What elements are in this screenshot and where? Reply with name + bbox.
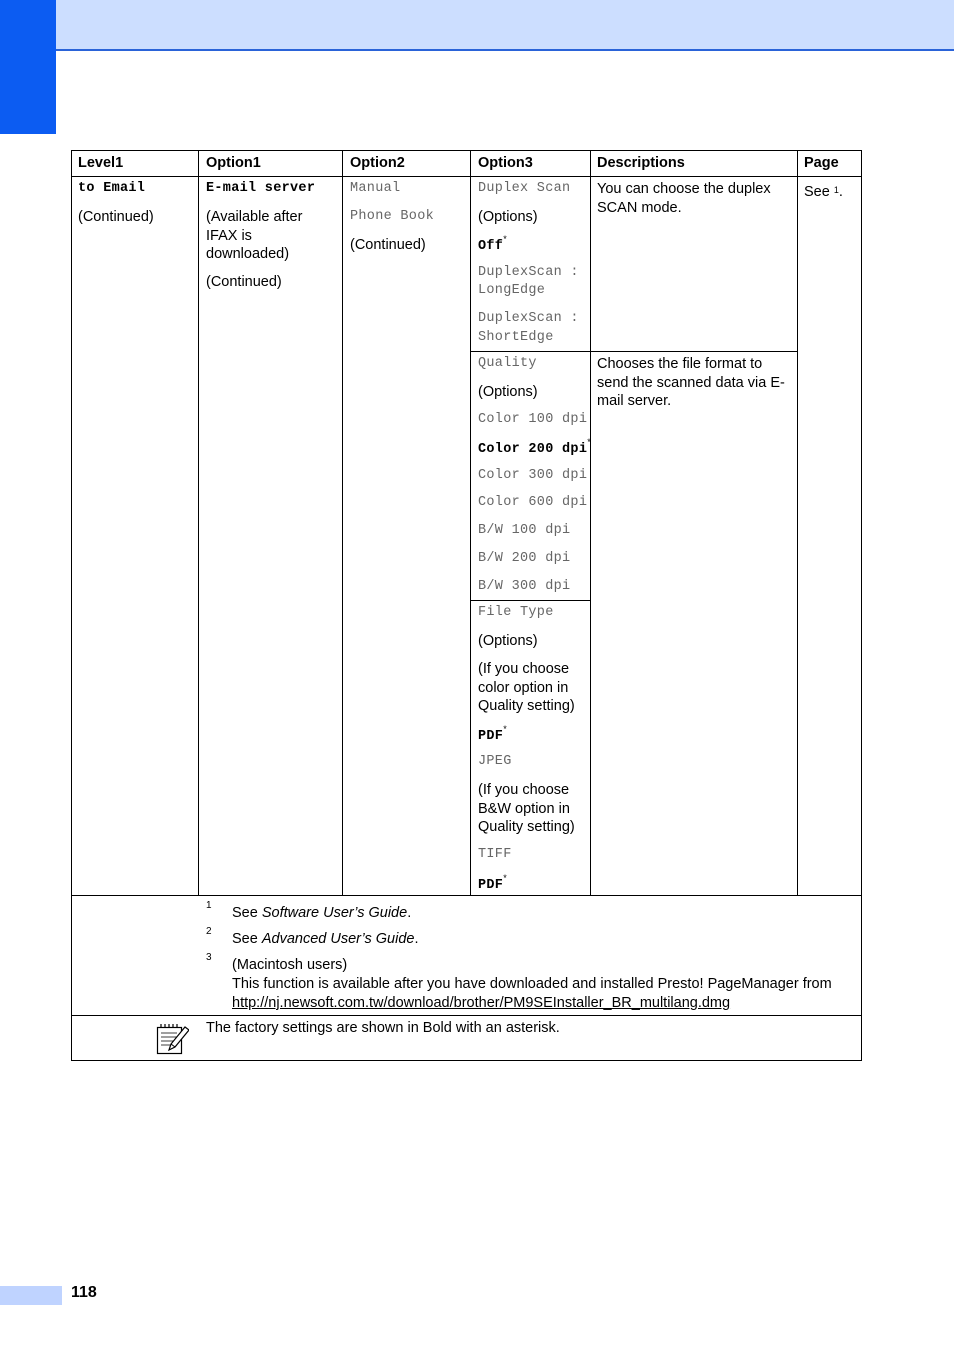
level1-continued: (Continued): [78, 209, 154, 225]
quality-description: Chooses the file format to send the scanned data via E-mail server.: [597, 356, 785, 409]
page-number-tab: [0, 1286, 62, 1305]
option2-manual: Manual: [350, 181, 401, 196]
file-type-options: (Options): [478, 633, 538, 649]
file-type-name: File Type: [478, 605, 554, 620]
header-page: Page: [804, 155, 839, 171]
header-option2: Option2: [350, 155, 405, 171]
header-descriptions: Descriptions: [597, 155, 685, 171]
duplex-options: (Options): [478, 209, 538, 225]
duplex-scan-name: Duplex Scan: [478, 181, 571, 196]
file-type-jpeg: JPEG: [478, 754, 512, 769]
footnote-3-line1: (Macintosh users): [232, 957, 348, 973]
file-type-pdf-default: PDF*: [478, 724, 507, 744]
presto-download-link[interactable]: http://nj.newsoft.com.tw/download/brother/PM9SEInstaller_BR_multilang.dmg: [232, 995, 731, 1011]
note-pencil-icon: [155, 1022, 189, 1056]
quality-item: Color 300 dpi: [478, 468, 588, 483]
quality-item: B/W 100 dpi: [478, 523, 571, 538]
option1-note: (Available after IFAX is downloaded): [206, 209, 303, 262]
duplex-short-2: ShortEdge: [478, 330, 554, 345]
file-type-bw-note: (If you choose B&W option in Quality setting): [478, 782, 575, 835]
footnote-number: 1: [206, 900, 212, 911]
footnote-2: See Advanced User’s Guide.: [232, 931, 419, 947]
option2-continued: (Continued): [350, 237, 426, 253]
quality-options: (Options): [478, 384, 538, 400]
footnote-number: 3: [206, 952, 212, 963]
header-level1: Level1: [78, 155, 124, 171]
duplex-off: Off*: [478, 234, 507, 254]
header-option1: Option1: [206, 155, 261, 171]
option1-name: E-mail server: [206, 181, 316, 196]
duplex-long-1: DuplexScan :: [478, 265, 579, 280]
footnote-1: See Software User’s Guide.: [232, 905, 412, 921]
footnote-number: 2: [206, 926, 212, 937]
file-type-pdf-bw-default: PDF*: [478, 873, 507, 893]
footnote-3-url[interactable]: [232, 994, 730, 1013]
duplex-short-1: DuplexScan :: [478, 311, 579, 326]
page-number: 118: [71, 1284, 97, 1301]
footnote-3-line2: This function is available after you have downloaded and installed Presto! PageManager from: [232, 976, 832, 992]
file-type-color-note: (If you choose color option in Quality setting): [478, 661, 575, 714]
quality-item: Color 100 dpi: [478, 412, 588, 427]
quality-item-default: Color 200 dpi*: [478, 437, 591, 457]
chapter-tab: [0, 0, 56, 134]
duplex-long-2: LongEdge: [478, 283, 546, 298]
quality-item: Color 600 dpi: [478, 495, 588, 510]
duplex-description: You can choose the duplex SCAN mode.: [597, 181, 771, 216]
note-text: The factory settings are shown in Bold with an asterisk.: [206, 1020, 560, 1036]
quality-item: B/W 200 dpi: [478, 551, 571, 566]
duplex-page-ref: See $^1$.: [804, 184, 843, 200]
option1-continued: (Continued): [206, 274, 282, 290]
header-band: [0, 0, 954, 51]
header-option3: Option3: [478, 155, 533, 171]
quality-item: B/W 300 dpi: [478, 579, 571, 594]
level1-name: to Email: [78, 181, 146, 196]
quality-name: Quality: [478, 356, 537, 371]
file-type-tiff: TIFF: [478, 847, 512, 862]
option2-phone-book: Phone Book: [350, 209, 435, 224]
